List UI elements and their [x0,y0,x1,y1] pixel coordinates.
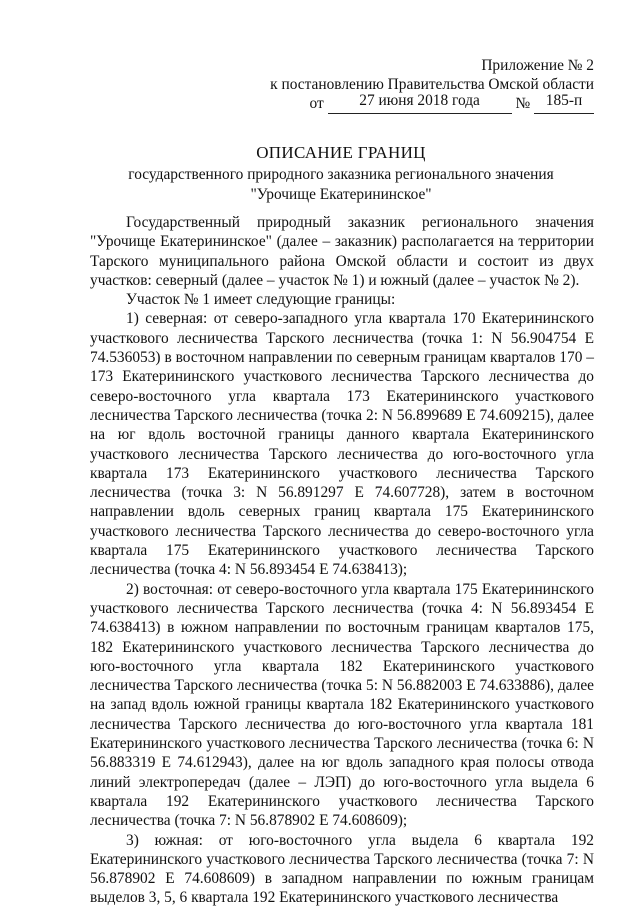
title-line-2: государственного природного заказника регионального значения [128,166,554,183]
paragraph-north-boundary: 1) северная: от северо-западного угла квартала 170 Екатерининского участкового лесничества Тарского лесничества (точка 1: N 56.904754 E 74.536053) в восточном направлении по северным границам кварталов 170 – 173 Екатерининского участкового лесничества Тарского лесничества до северо-восточного угла квартала 173 Екатерининского участкового лесничества Тарского лесничества (точка 2: N 56.899689 E 74.609215), далее на юг вдоль восточной границы данного квартала Екатерининского участкового лесничества Тарского лесничества до юго-восточного угла квартала 173 Екатерининского участкового лесничества Тарского лесничества (точка 3: N 56.891297 E 74.607728), затем в восточном направлении вдоль северных границ квартала 175 Екатерининского участкового лесничества Тарского лесничества до северо-восточного угла квартала 175 Екатерининского участкового лесничества Тарского лесничества (точка 4: N 56.893454 E 74.638413); [90,310,594,579]
appendix-header [270,56,594,113]
paragraph-intro: Государственный природный заказник регионального значения "Урочище Екатерининское" (далее – заказник) располагается на территории Тарского муниципального района Омской области и состоит из двух участков: северный (далее – участок № 1) и южный (далее – участок № 2). [90,214,594,289]
number-prefix: № [515,95,531,112]
document-title [88,143,594,205]
decree-number-field [534,94,594,114]
paragraph-section-1: Участок № 1 имеет следующие границы: [126,291,396,309]
decree-date: 27 июня 2018 года [359,92,480,109]
decree-reference: к постановлению Правительства Омской области [270,76,594,93]
appendix-number: Приложение № 2 [481,57,594,74]
paragraph-south-boundary: 3) южная: от юго-восточного угла выдела 6 квартала 192 Екатерининского участкового лесничества Тарского лесничества (точка 7: N 56.878902 E 74.608609) в западном направлении по южным границам выделов 3, 5, 6 квартала 192 Екатерининского участкового лесничества [90,831,594,907]
document-body [90,213,594,908]
decree-date-field [328,94,512,114]
title-main: ОПИСАНИЕ ГРАНИЦ [256,143,426,162]
date-prefix: от [309,95,324,112]
paragraph-east-boundary: 2) восточная: от северо-восточного угла квартала 175 Екатерининского участкового лесничества Тарского лесничества (точка 4: N 56.893454 E 74.638413) в южном направлении по восточным границам кварталов 175, 182 Екатерининского участкового лесничества Тарского лесничества до юго-восточного угла квартала 182 Екатерининского участкового лесничества Тарского лесничества (точка 5: N 56.882003 E 74.633886), далее на запад вдоль южной границы квартала 182 Екатерининского участкового лесничества Тарского лесничества до юго-восточного угла квартала 181 Екатерининского участкового лесничества Тарского лесничества (точка 6: N 56.883319 E 74.612943), далее на юг вдоль западного края полосы отвода линий электропередач (далее – ЛЭП) до юго-восточного угла выдела 6 квартала 192 Екатерининского участкового лесничества Тарского лесничества (точка 7: N 56.878902 E 74.608609); [90,580,594,830]
decree-date-number [270,94,594,113]
decree-number: 185-п [545,92,583,109]
title-line-3: "Урочище Екатерининское" [250,186,432,203]
